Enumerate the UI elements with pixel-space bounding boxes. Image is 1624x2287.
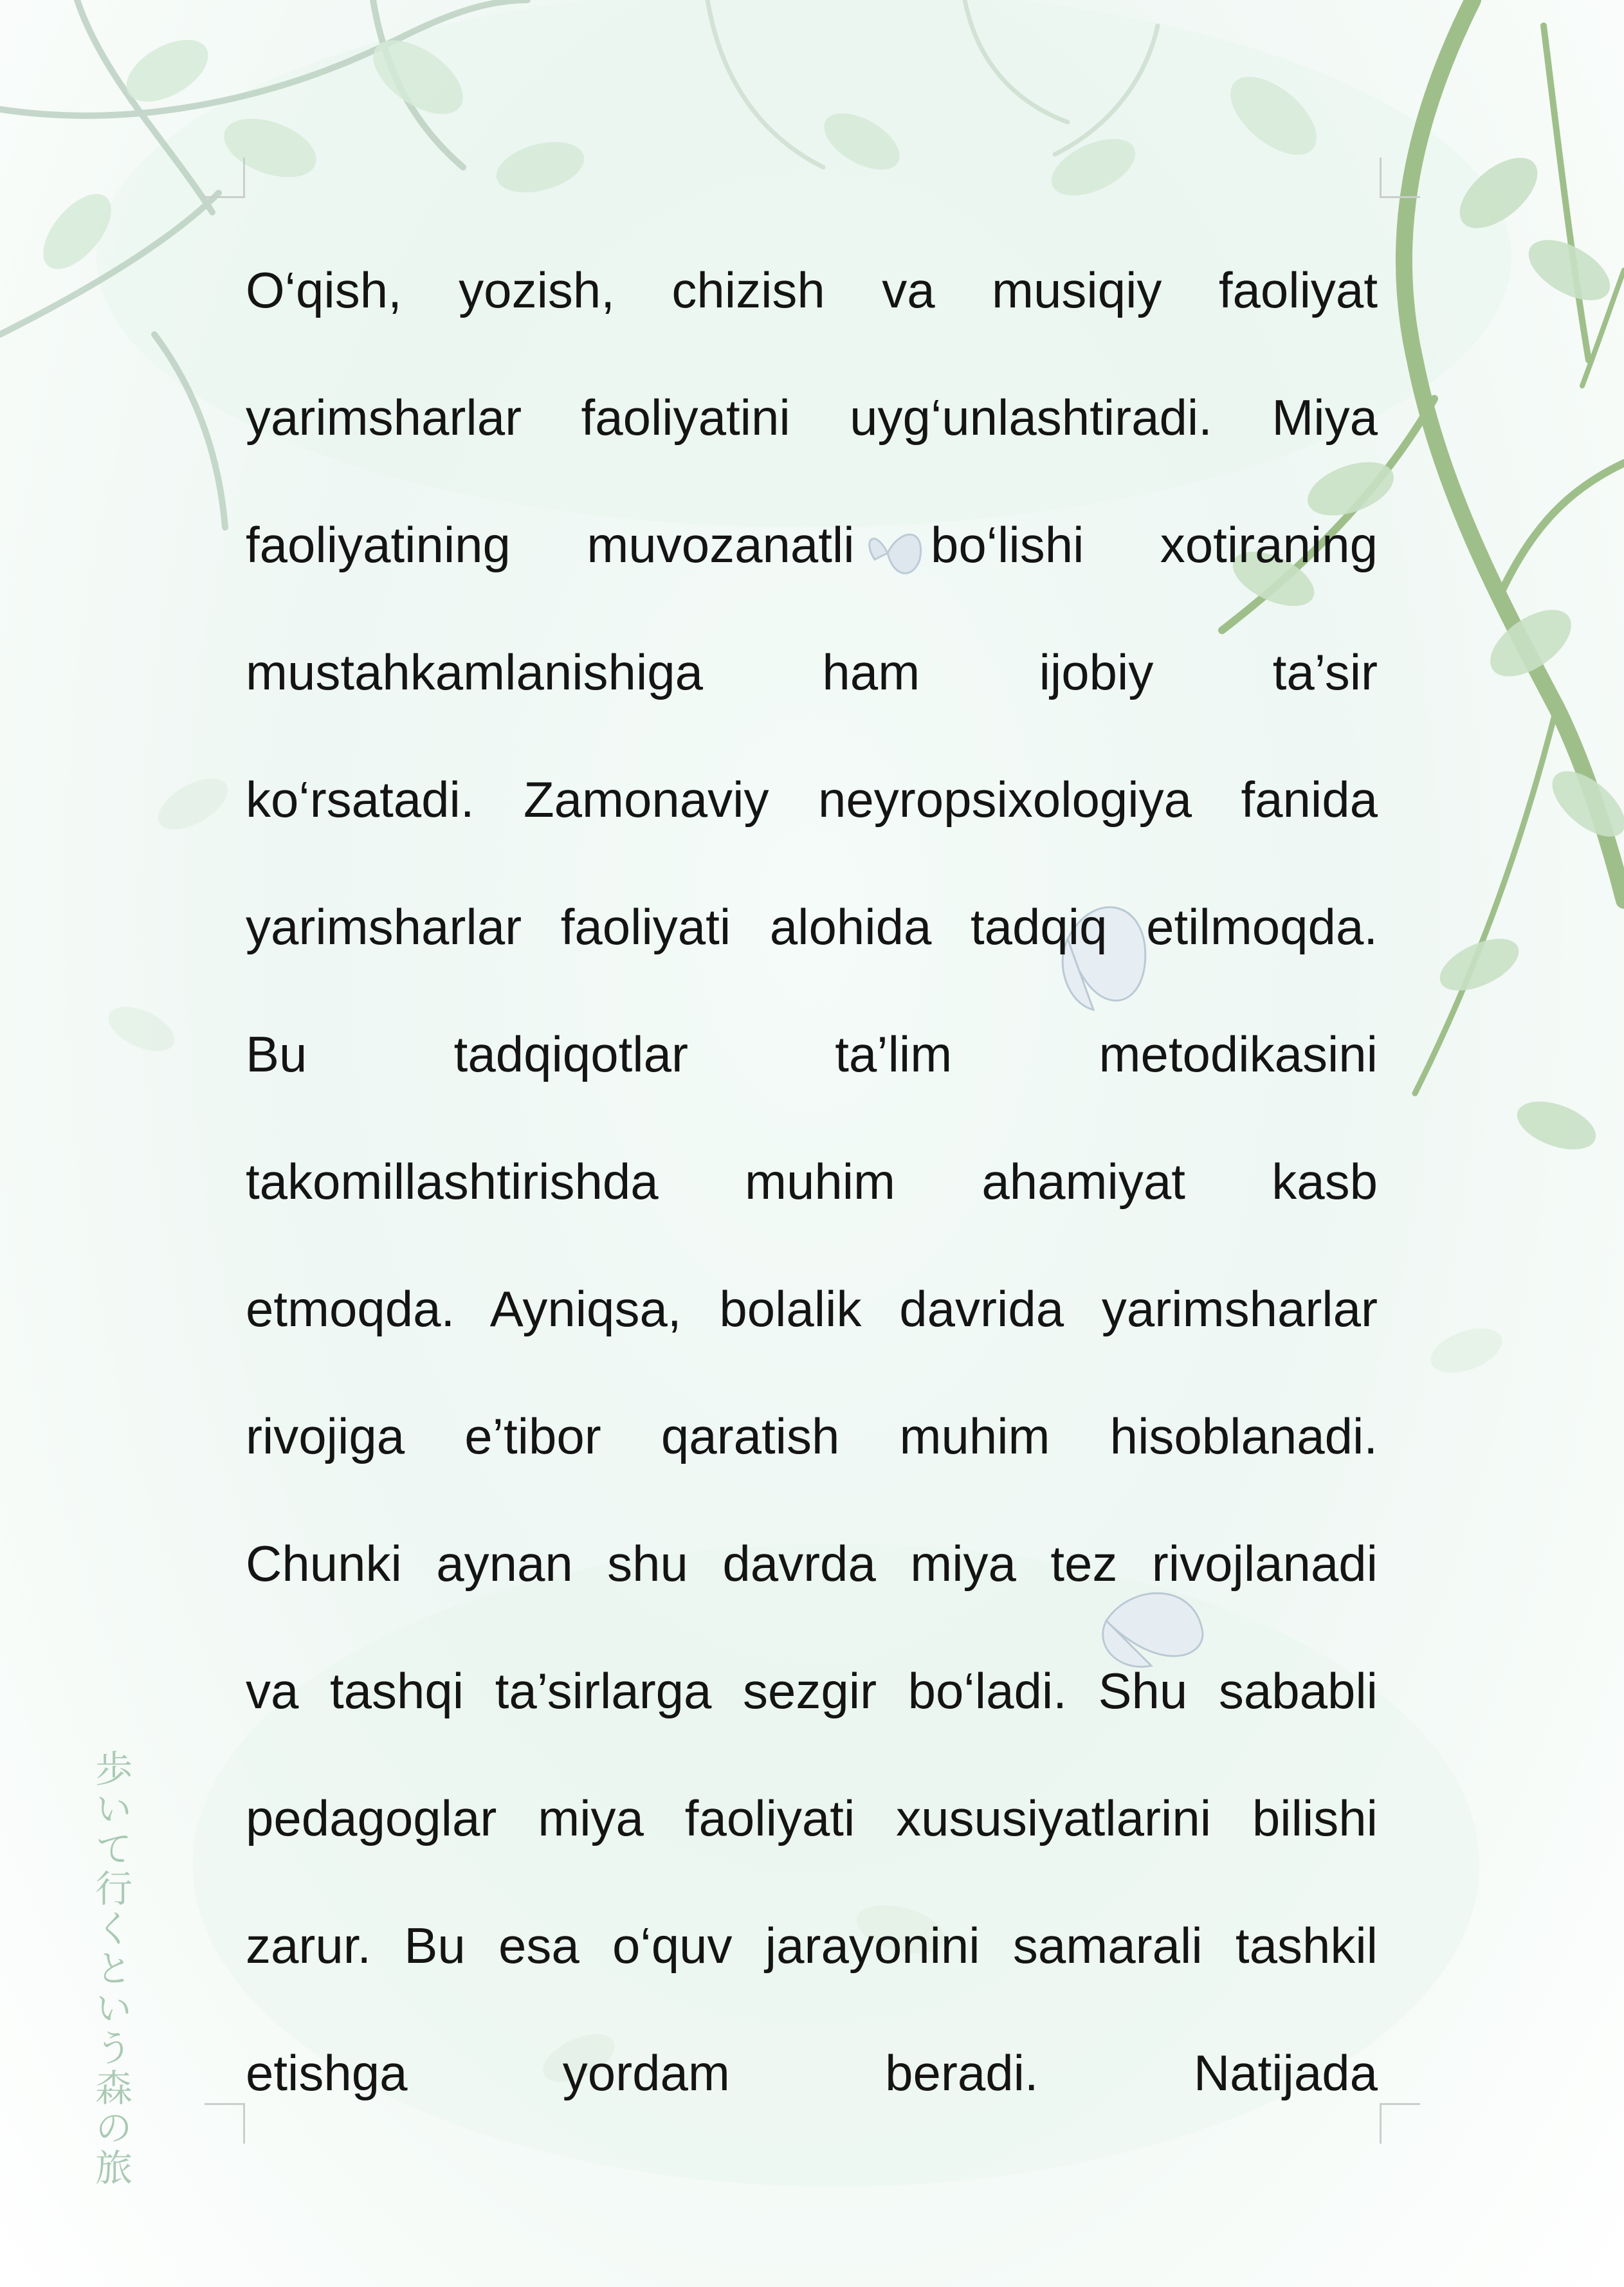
crop-mark-top-right <box>1380 158 1420 198</box>
text-line: Chunki aynan shu davrda miya tez rivojlanadi <box>246 1535 1378 1592</box>
crop-mark-bottom-right <box>1380 2103 1420 2144</box>
text-line: mustahkamlanishiga ham ijobiy ta’sir <box>246 644 1378 700</box>
text-line: rivojiga e’tibor qaratish muhim hisoblanadi. <box>246 1408 1378 1464</box>
text-line: etishga yordam beradi. Natijada <box>246 2045 1378 2101</box>
text-line: ko‘rsatadi. Zamonaviy neyropsixologiya fanida <box>246 771 1378 828</box>
crop-mark-bottom-left <box>205 2103 245 2144</box>
text-line: zarur. Bu esa o‘quv jarayonini samarali tashkil <box>246 1917 1378 1974</box>
body-paragraph <box>246 226 1378 2137</box>
text-line: va tashqi ta’sirlarga sezgir bo‘ladi. Shu sababli <box>246 1663 1378 1719</box>
text-line: etmoqda. Ayniqsa, bolalik davrida yarimsharlar <box>246 1280 1378 1337</box>
text-line: pedagoglar miya faoliyati xususiyatlarini bilishi <box>246 1790 1378 1846</box>
text-line: yarimsharlar faoliyati alohida tadqiq etilmoqda. <box>246 898 1378 955</box>
text-line: faoliyatining muvozanatli bo‘lishi xotiraning <box>246 516 1378 573</box>
vertical-caption: 歩いて行くという森の旅 <box>89 1749 132 2188</box>
text-line: Bu tadqiqotlar ta’lim metodikasini <box>246 1026 1378 1082</box>
crop-mark-top-left <box>205 158 245 198</box>
text-line: takomillashtirishda muhim ahamiyat kasb <box>246 1153 1378 1210</box>
text-line: yarimsharlar faoliyatini uyg‘unlashtiradi. Miya <box>246 389 1378 446</box>
text-line: O‘qish, yozish, chizish va musiqiy faoliyat <box>246 262 1378 318</box>
